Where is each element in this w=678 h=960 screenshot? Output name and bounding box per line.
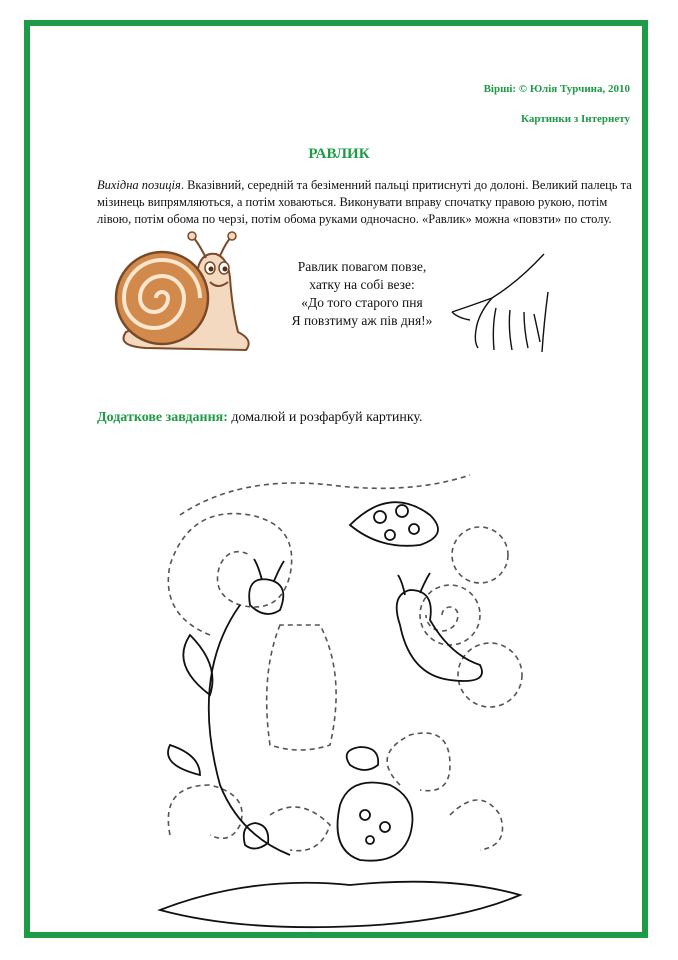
instructions-text: . Вказівний, середній та безіменний пальці притиснуті до долоні. Великий палець та мізинець випрямляються, а потім ховаються. Виконувати вправу спочатку правою рукою, потім лівою, потім обома по черзі, потім обома руками одночасно. «Равлик» можна «повзти» по столу. <box>97 178 632 226</box>
snail-illustration-icon <box>106 228 254 356</box>
poem <box>272 258 452 330</box>
extra-task-label: Додаткове завдання: <box>97 410 228 425</box>
poem-line: хатку на собі везе: <box>309 277 415 292</box>
extra-task <box>97 410 423 426</box>
poem-line: Равлик повагом повзе, <box>297 259 427 274</box>
instructions-label: Вихідна позиція <box>97 178 181 192</box>
poem-line: «До того старого пня <box>301 295 423 310</box>
picture-credit: Картинки з Інтернету <box>521 113 630 125</box>
page-title: РАВЛИК <box>308 146 370 162</box>
extra-task-text: домалюй и розфарбуй картинку. <box>227 410 423 425</box>
poem-credit: Вірші: © Юлія Турчина, 2010 <box>483 83 630 95</box>
snail-coloring-page-icon <box>150 455 530 945</box>
poem-line: Я повзтиму аж пів дня!» <box>291 313 433 328</box>
instructions-paragraph <box>97 177 637 228</box>
hand-gesture-icon <box>448 252 554 356</box>
